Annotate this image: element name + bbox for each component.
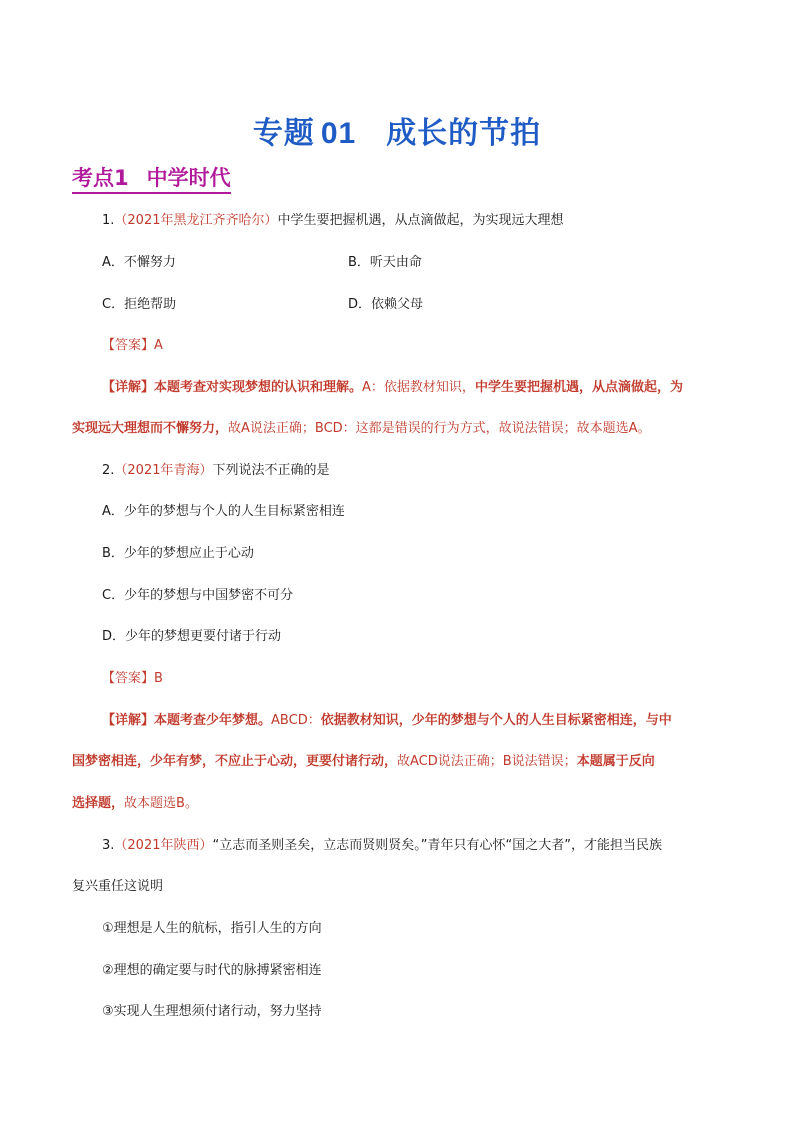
question-text: 中学生要把握机遇，从点滴做起，为实现远大理想 <box>277 213 564 228</box>
detail-text: ABCD： <box>271 713 321 728</box>
question-number: 1. <box>102 213 115 228</box>
question-2-stem <box>102 462 330 480</box>
option-a: A．不懈努力 <box>102 255 176 270</box>
question-source: （2021年陕西） <box>114 838 213 853</box>
option-a: A．少年的梦想与个人的人生目标紧密相连 <box>102 504 345 519</box>
section-name: 中学时代 <box>146 166 231 190</box>
question-3-stem <box>102 837 662 855</box>
answer-1 <box>102 337 163 355</box>
question-3-stem-cont: 复兴重任这说明 <box>72 879 164 894</box>
section-label: 考点1 <box>72 166 129 190</box>
statement-3: ③实现人生理想须付诸行动，努力坚持 <box>102 1004 322 1019</box>
question-text: “立志而圣则圣矣，立志而贤则贤矣。”青年只有心怀“国之大者”，才能担当民族 <box>212 838 662 853</box>
detail-1-line-2 <box>72 420 651 438</box>
option-c: C．少年的梦想与中国梦密不可分 <box>102 588 294 603</box>
detail-text: 中学生要把握机遇，从点滴做起，为 <box>474 380 683 395</box>
answer-2 <box>102 670 163 688</box>
detail-text: A：依据教材知识， <box>362 380 475 395</box>
option-b: B．听天由命 <box>348 255 422 270</box>
detail-2-line-1 <box>102 712 672 730</box>
section-heading <box>72 165 231 194</box>
detail-text: 故A说法正确；BCD：这都是错误的行为方式，故说法错误；故本题选A。 <box>228 421 651 436</box>
answer-value: B <box>154 671 163 686</box>
detail-2-line-3 <box>72 795 198 813</box>
detail-text: 本题属于反向 <box>576 754 655 769</box>
detail-text: 实现远大理想而不懈努力， <box>72 421 229 436</box>
answer-label: 【答案】 <box>102 338 155 353</box>
option-d: D．少年的梦想更要付诸于行动 <box>102 629 282 644</box>
detail-text: 选择题， <box>72 796 125 811</box>
question-source: （2021年青海） <box>114 463 213 478</box>
question-number: 2. <box>102 463 115 478</box>
title-name: 成长的节拍 <box>386 116 542 151</box>
option-b: B．少年的梦想应止于心动 <box>102 546 254 561</box>
detail-text: 国梦密相连，少年有梦，不应止于心动，更要付诸行动， <box>72 754 398 769</box>
question-source: （2021年黑龙江齐齐哈尔） <box>114 213 278 228</box>
detail-text: 故本题选B。 <box>124 796 198 811</box>
detail-label: 【详解】 <box>102 380 155 395</box>
detail-lead: 本题考查少年梦想。 <box>154 713 272 728</box>
detail-2-line-2 <box>72 753 655 771</box>
question-number: 3. <box>102 838 115 853</box>
option-c: C．拒绝帮助 <box>102 297 177 312</box>
question-1-stem <box>102 212 564 230</box>
detail-text: 依据教材知识，少年的梦想与个人的人生目标紧密相连，与中 <box>320 713 672 728</box>
detail-text: 故ACD说法正确；B说法错误； <box>397 754 577 769</box>
detail-1-line-1 <box>102 379 683 397</box>
option-d: D．依赖父母 <box>348 297 424 312</box>
page-title <box>0 108 794 152</box>
answer-label: 【答案】 <box>102 671 155 686</box>
detail-label: 【详解】 <box>102 713 155 728</box>
answer-value: A <box>154 338 163 353</box>
statement-2: ②理想的确定要与时代的脉搏紧密相连 <box>102 963 322 978</box>
title-number: 01 <box>320 117 357 150</box>
statement-1: ①理想是人生的航标，指引人生的方向 <box>102 921 322 936</box>
question-text: 下列说法不正确的是 <box>212 463 330 478</box>
title-prefix: 专题 <box>252 116 315 151</box>
detail-lead: 本题考查对实现梦想的认识和理解。 <box>154 380 363 395</box>
